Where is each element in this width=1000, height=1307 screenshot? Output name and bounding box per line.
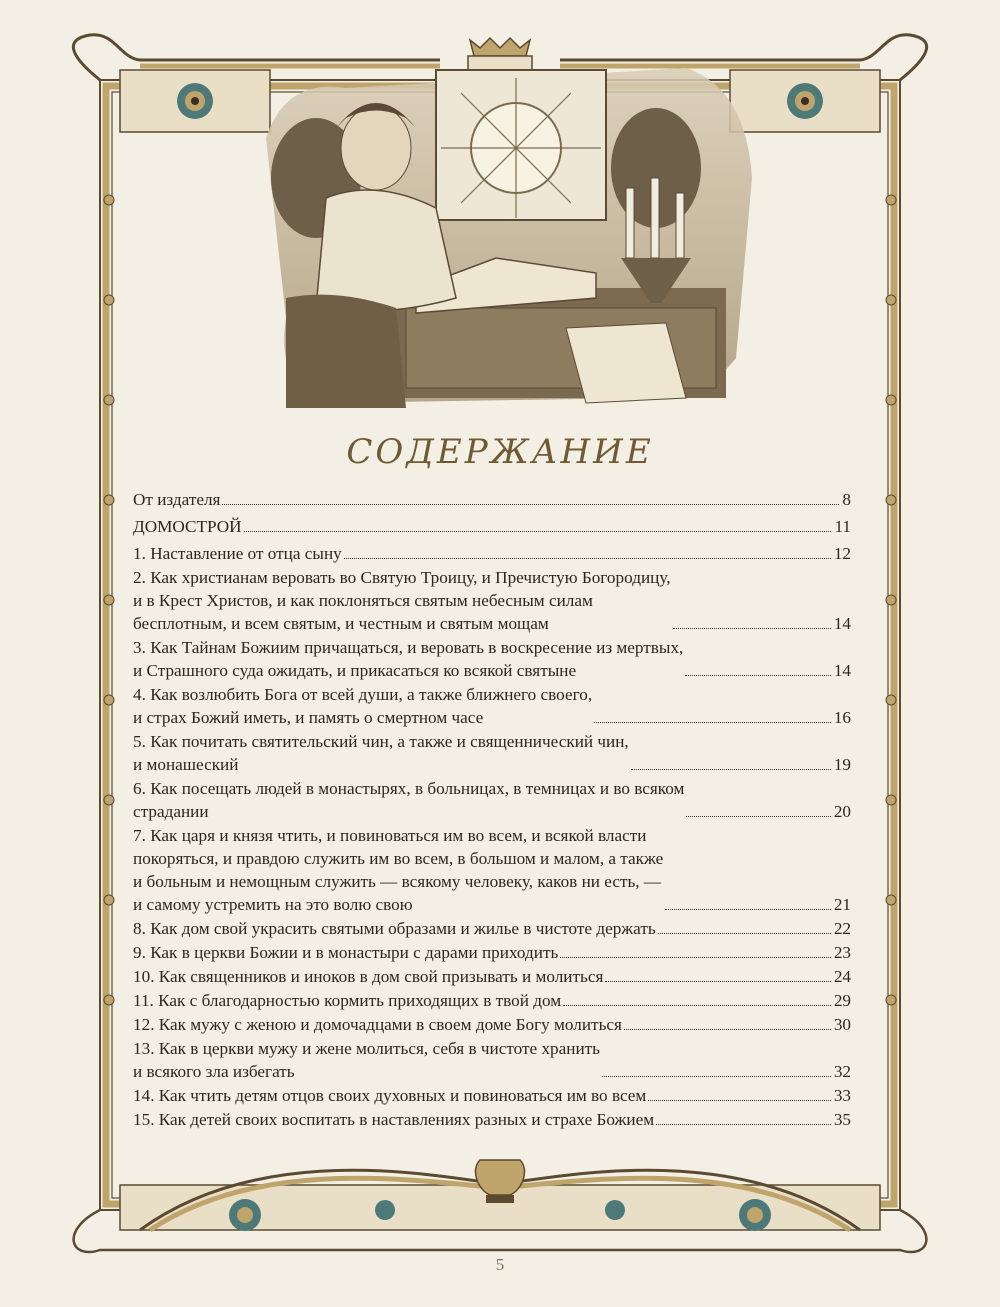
toc-entry[interactable] xyxy=(133,965,851,988)
toc-page-number: 14 xyxy=(833,614,851,633)
illustration-girl-reading-icon xyxy=(266,58,752,420)
toc-page-number: 30 xyxy=(833,1015,851,1034)
toc-entry-title: 1. Наставление от отца сыну xyxy=(133,544,342,563)
toc-leader-dots xyxy=(244,531,832,532)
toc-page-number: 35 xyxy=(833,1110,851,1129)
toc-entry[interactable] xyxy=(133,542,851,565)
toc-leader-dots xyxy=(594,722,831,723)
toc-leader-dots xyxy=(631,769,831,770)
toc-leader-dots xyxy=(665,909,831,910)
toc-entry-title: 9. Как в церкви Божии и в монастыри с дарами приходить xyxy=(133,943,559,962)
toc-entry-title: 14. Как чтить детям отцов своих духовных и повиноваться им во всем xyxy=(133,1086,647,1105)
toc-leader-dots xyxy=(685,675,830,676)
toc-leader-dots xyxy=(563,1005,831,1006)
toc-page-number: 22 xyxy=(833,919,851,938)
toc-entry[interactable] xyxy=(133,488,851,511)
toc-entry-title: От издателя xyxy=(133,490,221,509)
toc-leader-dots xyxy=(673,628,831,629)
toc-page-number: 8 xyxy=(842,490,851,509)
toc-page-number: 24 xyxy=(833,967,851,986)
table-of-contents xyxy=(133,488,851,1132)
toc-leader-dots xyxy=(560,957,831,958)
toc-entry[interactable] xyxy=(133,1108,851,1131)
toc-entry[interactable] xyxy=(133,824,851,916)
toc-entry[interactable] xyxy=(133,1013,851,1036)
toc-entry-title: 2. Как христианам веровать во Святую Троицу, и Пречистую Богородицу, и в Крест Христов, и как поклоняться святым небесным силам бесплотным, и всем святым, и честным и святым мощам xyxy=(133,568,671,633)
toc-leader-dots xyxy=(344,558,831,559)
toc-page-number: 29 xyxy=(833,991,851,1010)
toc-page-number: 21 xyxy=(833,895,851,914)
toc-page-number: 16 xyxy=(833,708,851,727)
toc-entry[interactable] xyxy=(133,1037,851,1083)
toc-entry-title: 15. Как детей своих воспитать в наставлениях разных и страхе Божием xyxy=(133,1110,655,1129)
toc-page-number: 19 xyxy=(833,755,851,774)
toc-entry-title: 8. Как дом свой украсить святыми образами и жилье в чистоте держать xyxy=(133,919,656,938)
toc-entry-title: 6. Как посещать людей в монастырях, в больницах, в темницах и во всяком страдании xyxy=(133,779,685,821)
toc-entry[interactable] xyxy=(133,636,851,682)
toc-entry-title: 13. Как в церкви мужу и жене молиться, себя в чистоте хранить и всякого зла избегать xyxy=(133,1039,601,1081)
toc-entry-title: 5. Как почитать святительский чин, а также и священнический чин, и монашеский xyxy=(133,732,629,774)
toc-page-number: 20 xyxy=(833,802,851,821)
page-number: 5 xyxy=(495,1255,505,1274)
toc-leader-dots xyxy=(658,933,831,934)
toc-leader-dots xyxy=(656,1124,831,1125)
toc-leader-dots xyxy=(686,816,830,817)
toc-leader-dots xyxy=(222,504,839,505)
toc-leader-dots xyxy=(648,1100,831,1101)
toc-entry[interactable] xyxy=(133,730,851,776)
toc-entry[interactable] xyxy=(133,683,851,729)
toc-entry[interactable] xyxy=(133,566,851,635)
toc-leader-dots xyxy=(602,1076,831,1077)
toc-page-number: 23 xyxy=(833,943,851,962)
toc-entry-title: ДОМОСТРОЙ xyxy=(133,517,242,536)
toc-page-number: 11 xyxy=(834,517,851,536)
page-title: СОДЕРЖАНИЕ xyxy=(346,432,654,472)
toc-entry[interactable] xyxy=(133,917,851,940)
toc-page-number: 12 xyxy=(833,544,851,563)
toc-entry[interactable] xyxy=(133,989,851,1012)
toc-entry[interactable] xyxy=(133,941,851,964)
toc-page-number: 33 xyxy=(833,1086,851,1105)
toc-entry-title: 11. Как с благодарностью кормить приходящих в твой дом xyxy=(133,991,562,1010)
toc-leader-dots xyxy=(605,981,830,982)
toc-page-number: 32 xyxy=(833,1062,851,1081)
toc-entry-title: 3. Как Тайнам Божиим причащаться, и веровать в воскресение из мертвых, и Страшного суда ожидать, и прикасаться ко всякой святыне xyxy=(133,638,684,680)
toc-entry[interactable] xyxy=(133,777,851,823)
toc-entry[interactable] xyxy=(133,1084,851,1107)
toc-entry-title: 4. Как возлюбить Бога от всей души, а также ближнего своего, и страх Божий иметь, и память о смертном часе xyxy=(133,685,593,727)
toc-entry-title: 7. Как царя и князя чтить, и повиноваться им во всем, и всякой власти покоряться, и правдою служить им во всем, в большом и малом, а также и больным и немощным служить — всякому человеку, каков ни есть, — и самому устремить на это волю свою xyxy=(133,826,664,914)
toc-leader-dots xyxy=(624,1029,831,1030)
toc-entry-title: 12. Как мужу с женою и домочадцами в своем доме Богу молиться xyxy=(133,1015,622,1034)
toc-page-number: 14 xyxy=(833,661,851,680)
toc-entry[interactable] xyxy=(133,515,851,538)
toc-entry-title: 10. Как священников и иноков в дом свой призывать и молиться xyxy=(133,967,604,986)
